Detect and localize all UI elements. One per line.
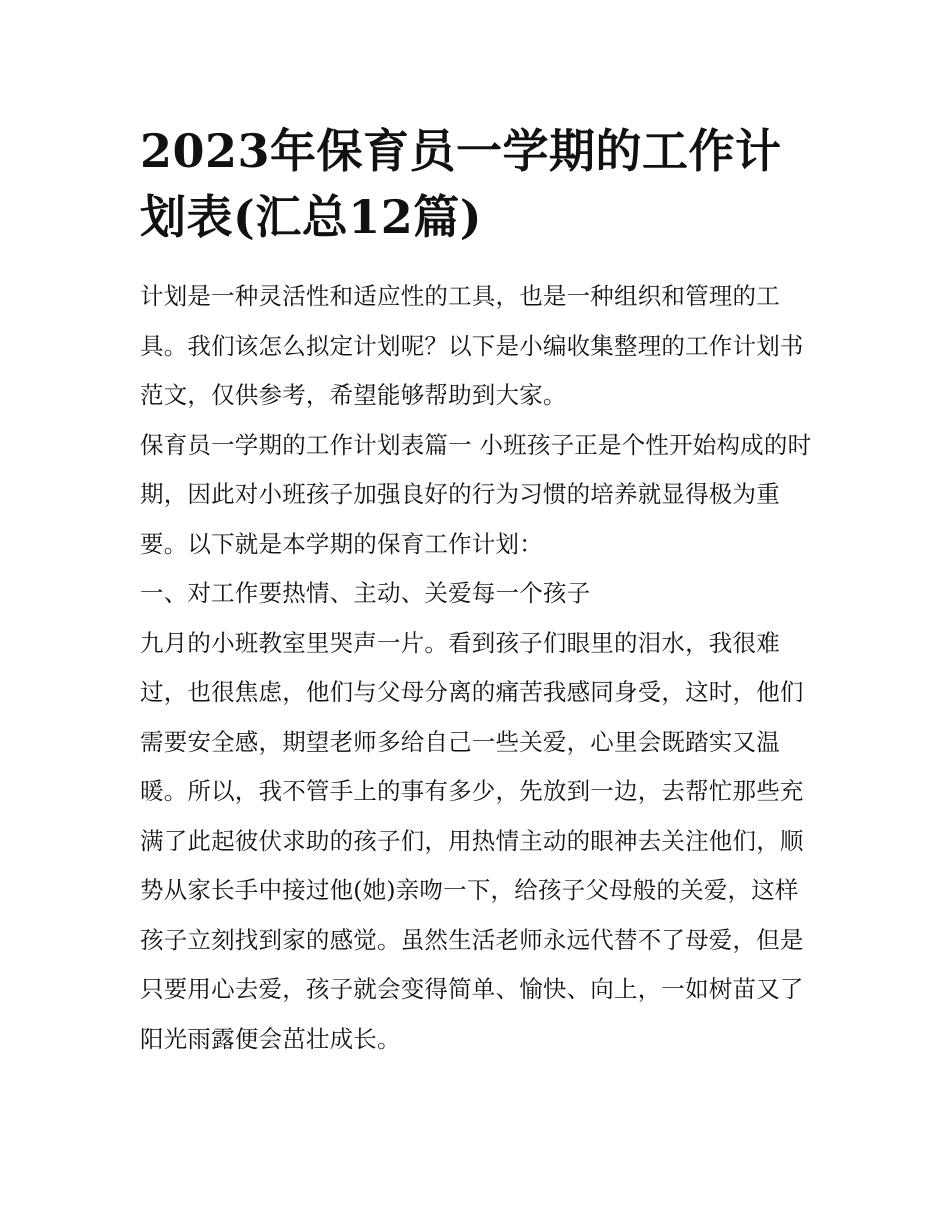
section-heading: 一、对工作要热情、主动、关爱每一个孩子 (140, 579, 591, 607)
paragraph-section-body: 九月的小班教室里哭声一片。看到孩子们眼里的泪水，我很难过，也很焦虑，他们与父母分离的痛苦我感同身受，这时，他们需要安全感，期望老师多给自己一些关爱，心里会既踏实又温暖。所以，我不管手上的事有多少，先放到一边，去帮忙那些充满了此起彼伏求助的孩子们，用热情主动的眼神去关注他们，顺势从家长手中接过他(她)亲吻一下，给孩子父母般的关爱，这样孩子立刻找到家的感觉。虽然生活老师永远代替不了母爱，但是只要用心去爱，孩子就会变得简单、愉快、向上，一如树苗又了阳光雨露便会茁壮成长。 (140, 628, 804, 1053)
paragraph-plan-intro: 保育员一学期的工作计划表篇一 小班孩子正是个性开始构成的时期，因此对小班孩子加强良好的行为习惯的培养就显得极为重要。以下就是本学期的保育工作计划： (140, 430, 812, 558)
paragraph-intro: 计划是一种灵活性和适应性的工具，也是一种组织和管理的工具。我们该怎么拟定计划呢？以下是小编收集整理的工作计划书范文，仅供参考，希望能够帮助到大家。 (140, 282, 804, 409)
document-title: 2023年保育员一学期的工作计划表(汇总12篇) (140, 124, 782, 244)
document-page (140, 118, 812, 1064)
document-body (140, 272, 812, 1064)
